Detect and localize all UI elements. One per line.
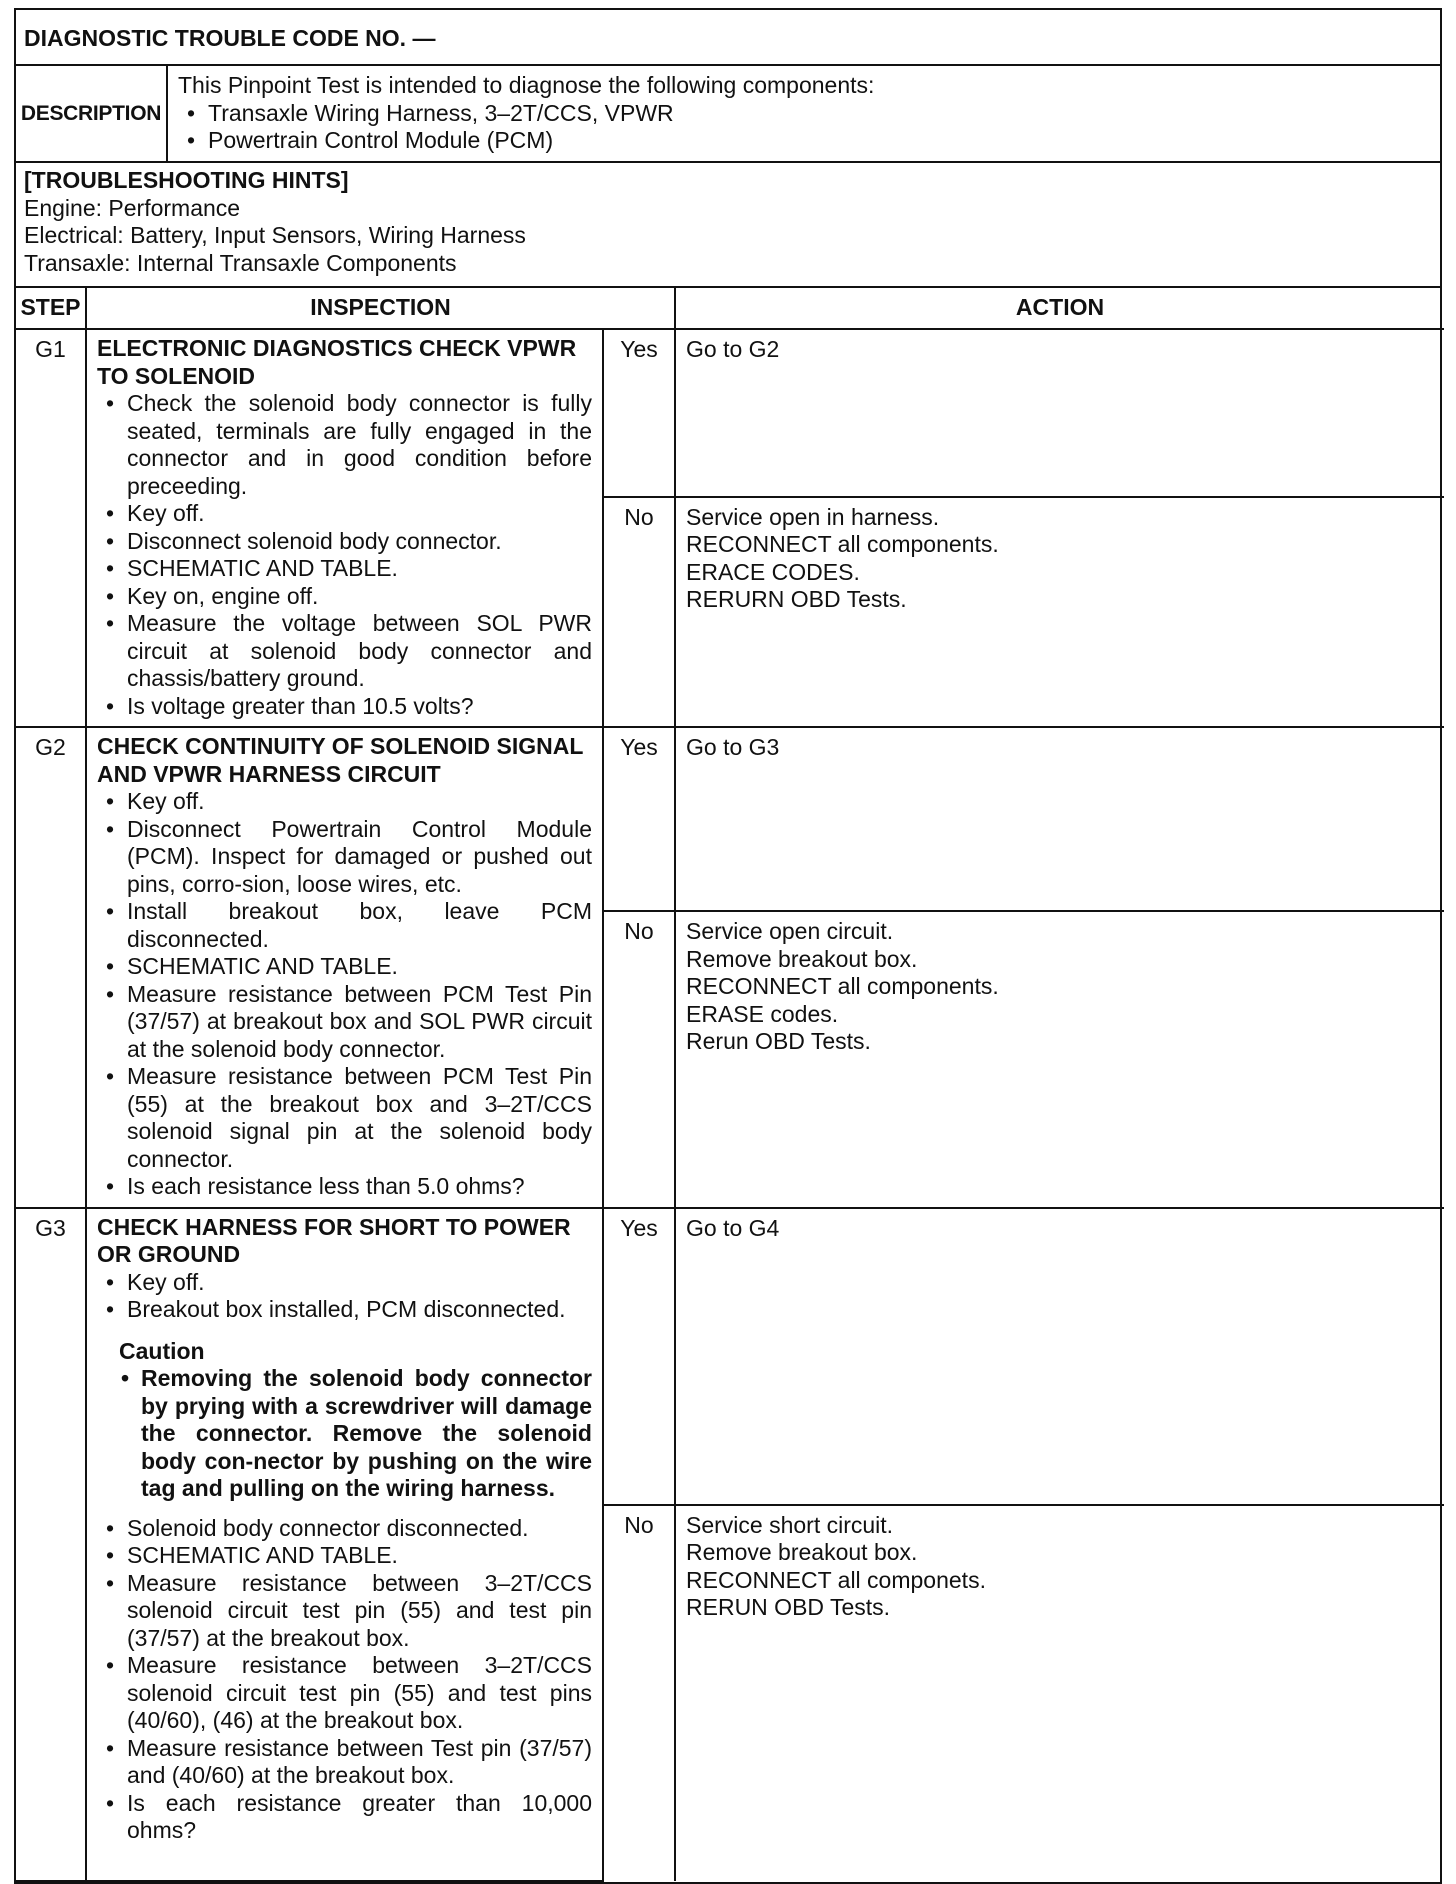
bullet-icon: • — [106, 1734, 115, 1761]
list-item: • Key off. — [106, 500, 205, 526]
bullet-icon: • — [106, 1542, 115, 1568]
bullet-icon: • — [106, 1514, 115, 1541]
description-intro: This Pinpoint Test is intended to diagnose the following components: — [178, 72, 875, 98]
bullet-icon: • — [106, 980, 115, 1007]
inspection-cell — [86, 1208, 603, 1881]
step-id: G3 — [16, 1208, 86, 1881]
caution-text: • Removing the solenoid body connector by prying with a screwdriver will damage the connector. Remove the solenoid body con-nector by pushing on the wire tag and pulling on the wiring harness. — [121, 1365, 592, 1501]
yes-label: Yes — [603, 727, 675, 911]
inspection-title: CHECK HARNESS FOR SHORT TO POWER OR GROUND — [97, 1213, 571, 1267]
bullet-icon: • — [106, 692, 115, 719]
list-item: • Is each resistance greater than 10,000 ohms? — [106, 1789, 592, 1843]
bullet-icon: • — [106, 1173, 115, 1199]
list-item: • Measure resistance between PCM Test Pin (55) at the breakout box and 3–2T/CCS solenoid signal pin at the solenoid body connector. — [106, 1063, 592, 1172]
inspection-list — [97, 1269, 592, 1324]
hint-line: Engine: Performance — [24, 194, 241, 221]
yes-action: Go to G2 — [675, 329, 1444, 497]
hint-line: Electrical: Battery, Input Sensors, Wiring Harness — [24, 222, 526, 248]
yes-action: Go to G4 — [675, 1208, 1444, 1505]
list-item: • Check the solenoid body connector is fully seated, terminals are fully engaged in the connector and in good condition before preceeding. — [106, 390, 592, 499]
header-action: ACTION — [675, 288, 1444, 329]
bullet-icon: • — [106, 1268, 115, 1295]
inspection-cell — [86, 727, 603, 1208]
bullet-icon: • — [106, 527, 115, 554]
bullet-icon: • — [106, 1063, 115, 1089]
yes-action: Go to G3 — [675, 727, 1444, 911]
list-item: • Key off. — [106, 788, 205, 814]
header-step: STEP — [16, 288, 86, 329]
yes-label: Yes — [603, 1208, 675, 1505]
troubleshooting-hints — [16, 163, 1440, 288]
page-title: DIAGNOSTIC TROUBLE CODE NO. — — [16, 10, 1440, 66]
list-item: • Measure the voltage between SOL PWR circuit at solenoid body connector and chassis/battery ground. — [106, 610, 592, 691]
bullet-icon: • — [106, 555, 115, 581]
list-item: • Key off. — [106, 1268, 205, 1295]
bullet-icon: • — [106, 1296, 115, 1322]
list-item: • SCHEMATIC AND TABLE. — [106, 555, 398, 581]
inspection-list — [97, 788, 592, 1201]
table-row — [16, 329, 1444, 497]
bullet-icon: • — [106, 500, 115, 526]
description-body — [168, 66, 884, 161]
list-item: • Measure resistance between 3–2T/CCS solenoid circuit test pin (55) and test pins (40/60), (46) at the breakout box. — [106, 1652, 592, 1733]
inspection-table — [16, 288, 1444, 1882]
description-label: DESCRIPTION — [16, 66, 168, 161]
bullet-icon: • — [106, 1789, 115, 1816]
list-item: • Is each resistance less than 5.0 ohms? — [106, 1173, 525, 1199]
list-item: • Is voltage greater than 10.5 volts? — [106, 692, 474, 719]
list-item: • Key on, engine off. — [106, 582, 319, 609]
list-item: • Solenoid body connector disconnected. — [106, 1514, 529, 1541]
inspection-title: ELECTRONIC DIAGNOSTICS CHECK VPWR TO SOLENOID — [97, 335, 577, 389]
hint-line: Transaxle: Internal Transaxle Components — [24, 249, 457, 276]
no-action: Service open in harness. RECONNECT all components. ERACE CODES. RERURN OBD Tests. — [675, 497, 1444, 727]
bullet-icon: • — [106, 815, 115, 842]
step-id: G2 — [16, 727, 86, 1208]
list-item: • Measure resistance between 3–2T/CCS solenoid circuit test pin (55) and test pin (37/57) at the breakout box. — [106, 1569, 592, 1651]
no-label: No — [603, 911, 675, 1207]
bullet-icon: • — [106, 582, 115, 609]
bullet-icon: • — [106, 788, 115, 814]
description-item: • Powertrain Control Module (PCM) — [187, 127, 554, 153]
bullet-icon: • — [106, 1569, 115, 1596]
list-item: • Measure resistance between Test pin (37/57) and (40/60) at the breakout box. — [106, 1734, 592, 1788]
caution-title: Caution — [119, 1337, 205, 1364]
description-list — [178, 100, 874, 155]
list-item: • Disconnect Powertrain Control Module (PCM). Inspect for damaged or pushed out pins, corro-sion, loose wires, etc. — [106, 815, 592, 897]
step-id: G1 — [16, 329, 86, 727]
list-item: • Install breakout box, leave PCM disconnected. — [106, 898, 592, 952]
header-inspection: INSPECTION — [86, 288, 675, 329]
bullet-icon: • — [187, 99, 196, 126]
hints-title: [TROUBLESHOOTING HINTS] — [24, 167, 349, 193]
description-item: • Transaxle Wiring Harness, 3–2T/CCS, VPWR — [187, 99, 674, 126]
bullet-icon: • — [106, 898, 115, 924]
bullet-icon: • — [106, 1652, 115, 1678]
bullet-icon: • — [106, 610, 115, 636]
inspection-list — [97, 1515, 592, 1845]
list-item: • Breakout box installed, PCM disconnected. — [106, 1296, 566, 1322]
caution-box — [119, 1338, 592, 1503]
yes-label: Yes — [603, 329, 675, 497]
no-action: Service short circuit. Remove breakout box. RECONNECT all componets. RERUN OBD Tests. — [675, 1505, 1444, 1881]
list-item: • SCHEMATIC AND TABLE. — [106, 953, 398, 979]
list-item: • SCHEMATIC AND TABLE. — [106, 1542, 398, 1568]
no-label: No — [603, 497, 675, 727]
bullet-icon: • — [106, 953, 115, 979]
bullet-icon: • — [106, 390, 115, 416]
table-row — [16, 727, 1444, 911]
no-label: No — [603, 1505, 675, 1881]
table-row — [16, 1208, 1444, 1505]
bullet-icon: • — [121, 1365, 130, 1391]
list-item: • Measure resistance between PCM Test Pin (37/57) at breakout box and SOL PWR circuit at the solenoid body connector. — [106, 980, 592, 1062]
description-section — [16, 66, 1440, 163]
table-header-row — [16, 288, 1444, 329]
no-action: Service open circuit. Remove breakout box. RECONNECT all components. ERASE codes. Rerun OBD Tests. — [675, 911, 1444, 1207]
inspection-title: CHECK CONTINUITY OF SOLENOID SIGNAL AND VPWR HARNESS CIRCUIT — [97, 733, 584, 787]
diagnostic-document — [14, 8, 1442, 1884]
inspection-list — [97, 390, 592, 720]
bullet-icon: • — [187, 127, 196, 153]
inspection-cell — [86, 329, 603, 727]
list-item: • Disconnect solenoid body connector. — [106, 527, 502, 554]
